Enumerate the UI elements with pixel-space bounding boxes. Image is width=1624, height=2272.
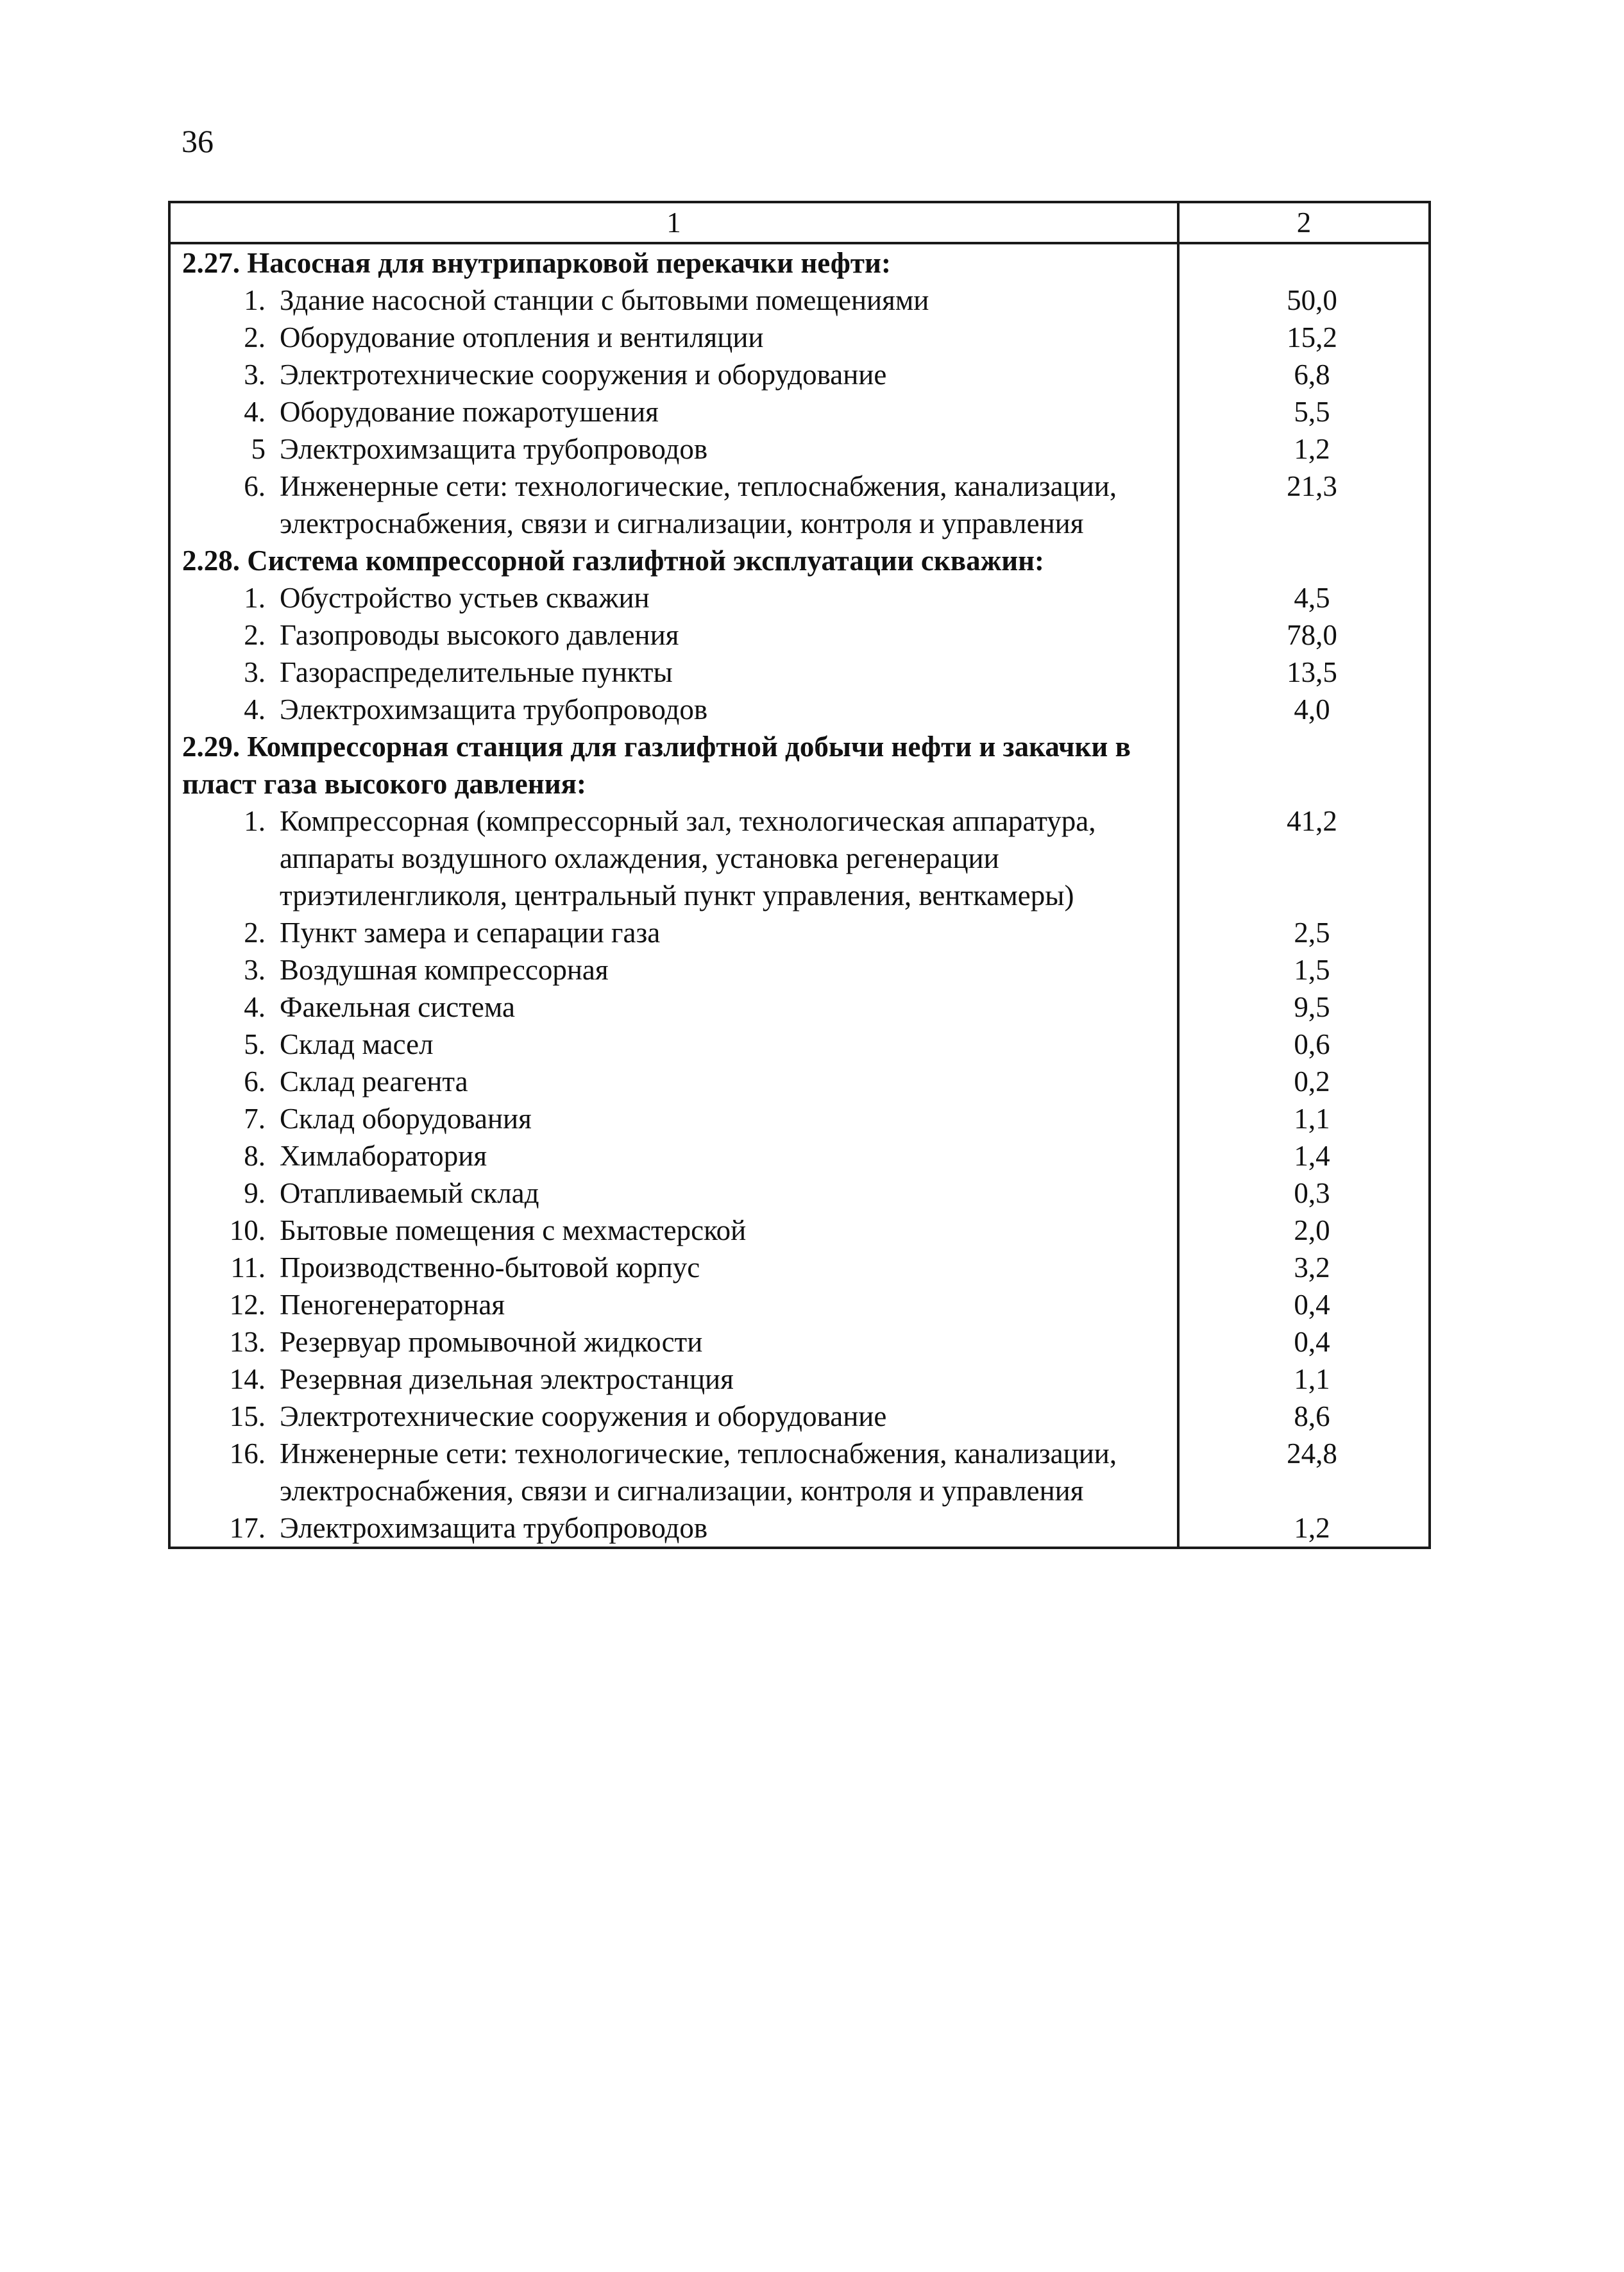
item-description: Инженерные сети: технологические, теплоснабжения, канализации, электроснабжения, связи и сигнализации, контроля и управления <box>280 470 1117 539</box>
list-item <box>171 691 1177 728</box>
item-value: 2,0 <box>1294 1214 1330 1246</box>
table-row <box>169 802 1430 914</box>
item-text-cell <box>169 802 1178 914</box>
item-value: 2,5 <box>1294 917 1330 949</box>
section-heading: 2.29. Компрессорная станция для газлифтной добычи нефти и закачки в пласт газа высокого давления: <box>182 731 1131 800</box>
item-text-cell <box>169 1361 1178 1398</box>
item-description: Склад масел <box>280 1028 434 1060</box>
item-value: 1,4 <box>1294 1140 1330 1172</box>
item-description: Электротехнические сооружения и оборудование <box>280 359 887 391</box>
table-row <box>169 1174 1430 1212</box>
list-item <box>171 468 1177 542</box>
document-table-container <box>168 201 1428 1549</box>
item-number: 2. <box>244 321 266 353</box>
item-number: 9. <box>244 1177 266 1209</box>
item-value: 0,2 <box>1294 1065 1330 1098</box>
list-item <box>171 1137 1177 1174</box>
list-item <box>171 393 1177 430</box>
section-heading: 2.28. Система компрессорной газлифтной эксплуатации скважин: <box>182 545 1045 577</box>
table-row <box>169 1286 1430 1323</box>
item-number: 3. <box>244 656 266 688</box>
table-row <box>169 1398 1430 1435</box>
table-row <box>169 282 1430 319</box>
item-number: 4. <box>244 693 266 725</box>
item-number: 8. <box>244 1140 266 1172</box>
item-value: 15,2 <box>1287 321 1337 353</box>
item-text-cell <box>169 579 1178 616</box>
item-text-cell <box>169 1509 1178 1548</box>
item-text-cell <box>169 951 1178 988</box>
item-number: 4. <box>244 991 266 1023</box>
table-row <box>169 1361 1430 1398</box>
list-item <box>171 616 1177 654</box>
item-number: 6. <box>244 1065 266 1098</box>
item-text-cell <box>169 654 1178 691</box>
list-item <box>171 914 1177 951</box>
section-heading-value-cell <box>1178 542 1430 579</box>
item-text-cell <box>169 1212 1178 1249</box>
table-row <box>169 1212 1430 1249</box>
item-value: 0,6 <box>1294 1028 1330 1060</box>
list-item <box>171 802 1177 914</box>
item-description: Компрессорная (компрессорный зал, технологическая аппаратура, аппараты воздушного охлаждения, установка регенерации триэтиленгликоля, центральный пункт управления, венткамеры) <box>280 805 1096 911</box>
section-heading: 2.27. Насосная для внутрипарковой перекачки нефти: <box>182 247 891 279</box>
item-number: 10. <box>229 1214 266 1246</box>
item-description: Факельная система <box>280 991 516 1023</box>
item-value: 8,6 <box>1294 1400 1330 1432</box>
table-row <box>169 616 1430 654</box>
item-text-cell <box>169 691 1178 728</box>
list-item <box>171 430 1177 468</box>
item-value: 9,5 <box>1294 991 1330 1023</box>
item-value: 41,2 <box>1287 805 1337 837</box>
item-number: 4. <box>244 396 266 428</box>
item-text-cell <box>169 914 1178 951</box>
table-row <box>169 1100 1430 1137</box>
table-row <box>169 579 1430 616</box>
list-item <box>171 319 1177 356</box>
item-number: 1. <box>244 284 266 316</box>
item-value: 1,1 <box>1294 1103 1330 1135</box>
list-item <box>171 356 1177 393</box>
page-number: 36 <box>182 123 214 159</box>
list-item <box>171 1361 1177 1398</box>
item-description: Электрохимзащита трубопроводов <box>280 1512 708 1544</box>
item-description: Резервуар промывочной жидкости <box>280 1326 703 1358</box>
item-number: 3. <box>244 359 266 391</box>
item-value: 13,5 <box>1287 656 1337 688</box>
item-description: Здание насосной станции с бытовыми помещениями <box>280 284 929 316</box>
table-row <box>169 914 1430 951</box>
column-header-2: 2 <box>1178 202 1430 243</box>
item-text-cell <box>169 1435 1178 1509</box>
item-description: Электрохимзащита трубопроводов <box>280 433 708 465</box>
item-value: 1,2 <box>1294 433 1330 465</box>
item-value: 50,0 <box>1287 284 1337 316</box>
item-text-cell <box>169 356 1178 393</box>
table-row <box>169 1026 1430 1063</box>
item-description: Электрохимзащита трубопроводов <box>280 693 708 725</box>
table-row <box>169 1435 1430 1509</box>
item-description: Склад реагента <box>280 1065 468 1098</box>
item-text-cell <box>169 1100 1178 1137</box>
item-description: Химлаборатория <box>280 1140 487 1172</box>
section-heading-cell <box>169 243 1178 282</box>
section-heading-value-cell <box>1178 243 1430 282</box>
list-item <box>171 1286 1177 1323</box>
table-row <box>169 1509 1430 1548</box>
item-number: 17. <box>229 1512 266 1544</box>
item-description: Склад оборудования <box>280 1103 532 1135</box>
section-heading-row <box>169 728 1430 802</box>
list-item <box>171 1435 1177 1509</box>
item-number: 11. <box>230 1251 266 1284</box>
item-text-cell <box>169 988 1178 1026</box>
item-number: 2. <box>244 619 266 651</box>
header-row <box>169 202 1430 243</box>
item-value: 0,4 <box>1294 1289 1330 1321</box>
item-description: Инженерные сети: технологические, теплоснабжения, канализации, электроснабжения, связи и сигнализации, контроля и управления <box>280 1437 1117 1507</box>
list-item <box>171 1398 1177 1435</box>
item-text-cell <box>169 282 1178 319</box>
table-row <box>169 1063 1430 1100</box>
table-row <box>169 430 1430 468</box>
column-header-1: 1 <box>169 202 1178 243</box>
item-description: Газораспределительные пункты <box>280 656 673 688</box>
list-item <box>171 1212 1177 1249</box>
item-value: 1,5 <box>1294 954 1330 986</box>
list-item <box>171 1509 1177 1547</box>
item-text-cell <box>169 393 1178 430</box>
item-text-cell <box>169 430 1178 468</box>
list-item <box>171 951 1177 988</box>
item-number: 1. <box>244 805 266 837</box>
section-heading-value-cell <box>1178 728 1430 802</box>
table-row <box>169 319 1430 356</box>
item-description: Пеногенераторная <box>280 1289 505 1321</box>
item-description: Газопроводы высокого давления <box>280 619 679 651</box>
item-value: 5,5 <box>1294 396 1330 428</box>
item-text-cell <box>169 1063 1178 1100</box>
list-item <box>171 1026 1177 1063</box>
list-item <box>171 988 1177 1026</box>
section-heading-cell <box>169 728 1178 802</box>
item-number: 6. <box>244 470 266 502</box>
item-description: Обустройство устьев скважин <box>280 582 650 614</box>
item-number: 5. <box>244 1028 266 1060</box>
item-value: 3,2 <box>1294 1251 1330 1284</box>
item-description: Оборудование пожаротушения <box>280 396 659 428</box>
list-item <box>171 1063 1177 1100</box>
list-item <box>171 654 1177 691</box>
item-text-cell <box>169 468 1178 542</box>
list-item <box>171 1174 1177 1212</box>
item-value: 1,2 <box>1294 1512 1330 1544</box>
item-value: 0,4 <box>1294 1326 1330 1358</box>
section-heading-row <box>169 542 1430 579</box>
table-row <box>169 468 1430 542</box>
item-number: 3. <box>244 954 266 986</box>
table-row <box>169 691 1430 728</box>
item-text-cell <box>169 1286 1178 1323</box>
item-value: 21,3 <box>1287 470 1337 502</box>
item-description: Оборудование отопления и вентиляции <box>280 321 764 353</box>
item-number: 14. <box>229 1363 266 1395</box>
item-text-cell <box>169 1249 1178 1286</box>
table-row <box>169 988 1430 1026</box>
table-row <box>169 1137 1430 1174</box>
item-text-cell <box>169 319 1178 356</box>
item-value: 1,1 <box>1294 1363 1330 1395</box>
table-row <box>169 1323 1430 1361</box>
table-row <box>169 393 1430 430</box>
item-description: Резервная дизельная электростанция <box>280 1363 734 1395</box>
item-value: 0,3 <box>1294 1177 1330 1209</box>
item-text-cell <box>169 1026 1178 1063</box>
table-row <box>169 951 1430 988</box>
list-item <box>171 1100 1177 1137</box>
item-number: 15. <box>229 1400 266 1432</box>
item-number: 7. <box>244 1103 266 1135</box>
item-text-cell <box>169 1137 1178 1174</box>
item-value: 4,0 <box>1294 693 1330 725</box>
item-number: 5 <box>251 433 266 465</box>
item-text-cell <box>169 1174 1178 1212</box>
item-value: 6,8 <box>1294 359 1330 391</box>
table-body <box>169 243 1430 1548</box>
item-number: 1. <box>244 582 266 614</box>
item-text-cell <box>169 1398 1178 1435</box>
item-description: Воздушная компрессорная <box>280 954 609 986</box>
item-description: Бытовые помещения с мехмастерской <box>280 1214 747 1246</box>
item-description: Производственно-бытовой корпус <box>280 1251 700 1284</box>
item-value: 4,5 <box>1294 582 1330 614</box>
list-item <box>171 1323 1177 1361</box>
item-number: 13. <box>229 1326 266 1358</box>
table-row <box>169 356 1430 393</box>
item-description: Отапливаемый склад <box>280 1177 539 1209</box>
item-text-cell <box>169 616 1178 654</box>
section-heading-cell <box>169 542 1178 579</box>
item-number: 2. <box>244 917 266 949</box>
document-table <box>168 201 1431 1549</box>
item-description: Электротехнические сооружения и оборудование <box>280 1400 887 1432</box>
item-text-cell <box>169 1323 1178 1361</box>
item-description: Пункт замера и сепарации газа <box>280 917 661 949</box>
table-row <box>169 1249 1430 1286</box>
item-number: 16. <box>229 1437 266 1470</box>
table-row <box>169 654 1430 691</box>
section-heading-row <box>169 243 1430 282</box>
list-item <box>171 282 1177 319</box>
item-number: 12. <box>229 1289 266 1321</box>
list-item <box>171 579 1177 616</box>
list-item <box>171 1249 1177 1286</box>
item-value: 24,8 <box>1287 1437 1337 1470</box>
table-header <box>169 202 1430 243</box>
item-value: 78,0 <box>1287 619 1337 651</box>
